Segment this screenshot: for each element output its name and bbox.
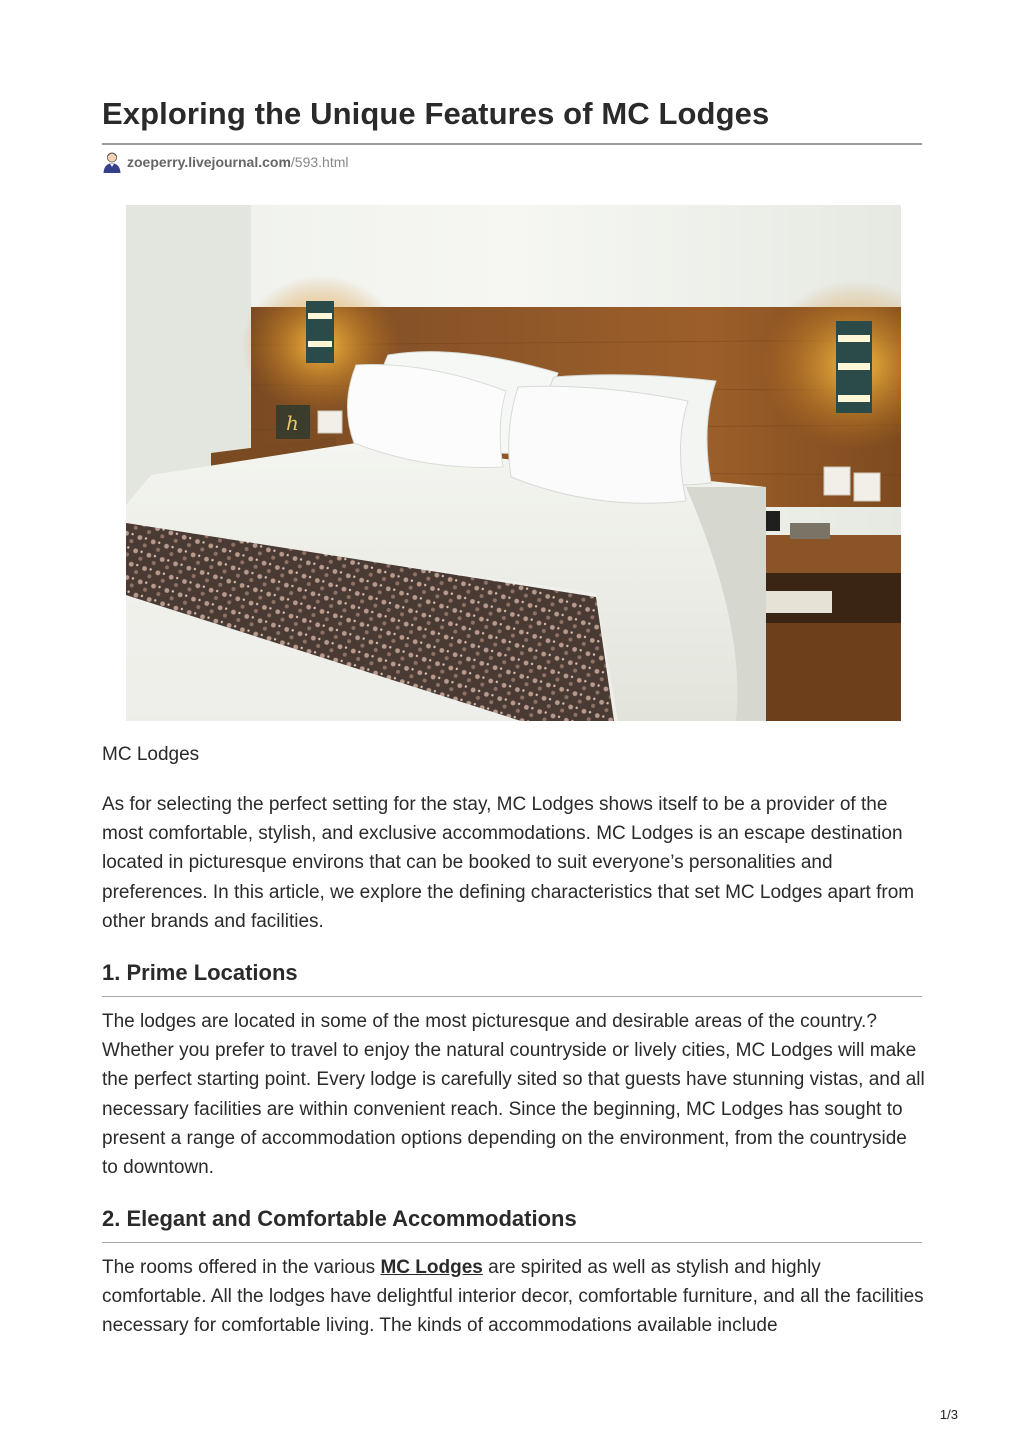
section-divider — [102, 996, 922, 997]
page-number: 1/3 — [939, 1407, 958, 1422]
title-divider — [102, 143, 922, 145]
svg-text:h: h — [286, 411, 299, 435]
source-line — [102, 151, 349, 173]
body-text: are spirited as well as stylish and highly comfortable. All the lodges have delightful interior decor, comfortable furniture, and all the facilities necessary for comfortable living. The kinds of accommodations available include — [102, 1257, 924, 1337]
image-caption: MC Lodges — [102, 744, 200, 765]
section-heading-accommodations: 2. Elegant and Comfortable Accommodations — [102, 1206, 577, 1231]
intro-paragraph: As for selecting the perfect setting for the stay, MC Lodges shows itself to be a provider of the most comfortable, stylish, and exclusive accommodations. MC Lodges is an escape destination located in picturesque environs that can be booked to suit everyone’s personalities and preferences. In this article, we explore the defining characteristics that set MC Lodges apart from other brands and facilities. — [102, 794, 915, 932]
hotel-room-image — [126, 205, 901, 721]
user-avatar-icon — [102, 151, 122, 173]
section-body-accommodations — [102, 1253, 927, 1341]
source-domain-link[interactable]: zoeperry.livejournal.com — [127, 154, 291, 170]
section-body-locations: The lodges are located in some of the most picturesque and desirable areas of the country.? Whether you prefer to travel to enjoy the natural countryside or lively cities, MC Lodges will make the perfect starting point. Every lodge is carefully sited so that guests have stunning vistas, and all necessary facilities are within convenient reach. Since the beginning, MC Lodges has sought to present a range of accommodation options depending on the environment, from the countryside to downtown. — [102, 1011, 925, 1179]
mc-lodges-link[interactable]: MC Lodges — [380, 1257, 483, 1278]
section-heading-locations: 1. Prime Locations — [102, 960, 298, 985]
source-path: /593.html — [290, 154, 349, 170]
section-divider — [102, 1242, 922, 1243]
article-title: Exploring the Unique Features of MC Lodges — [102, 96, 770, 131]
body-text: The rooms offered in the various — [102, 1257, 381, 1278]
